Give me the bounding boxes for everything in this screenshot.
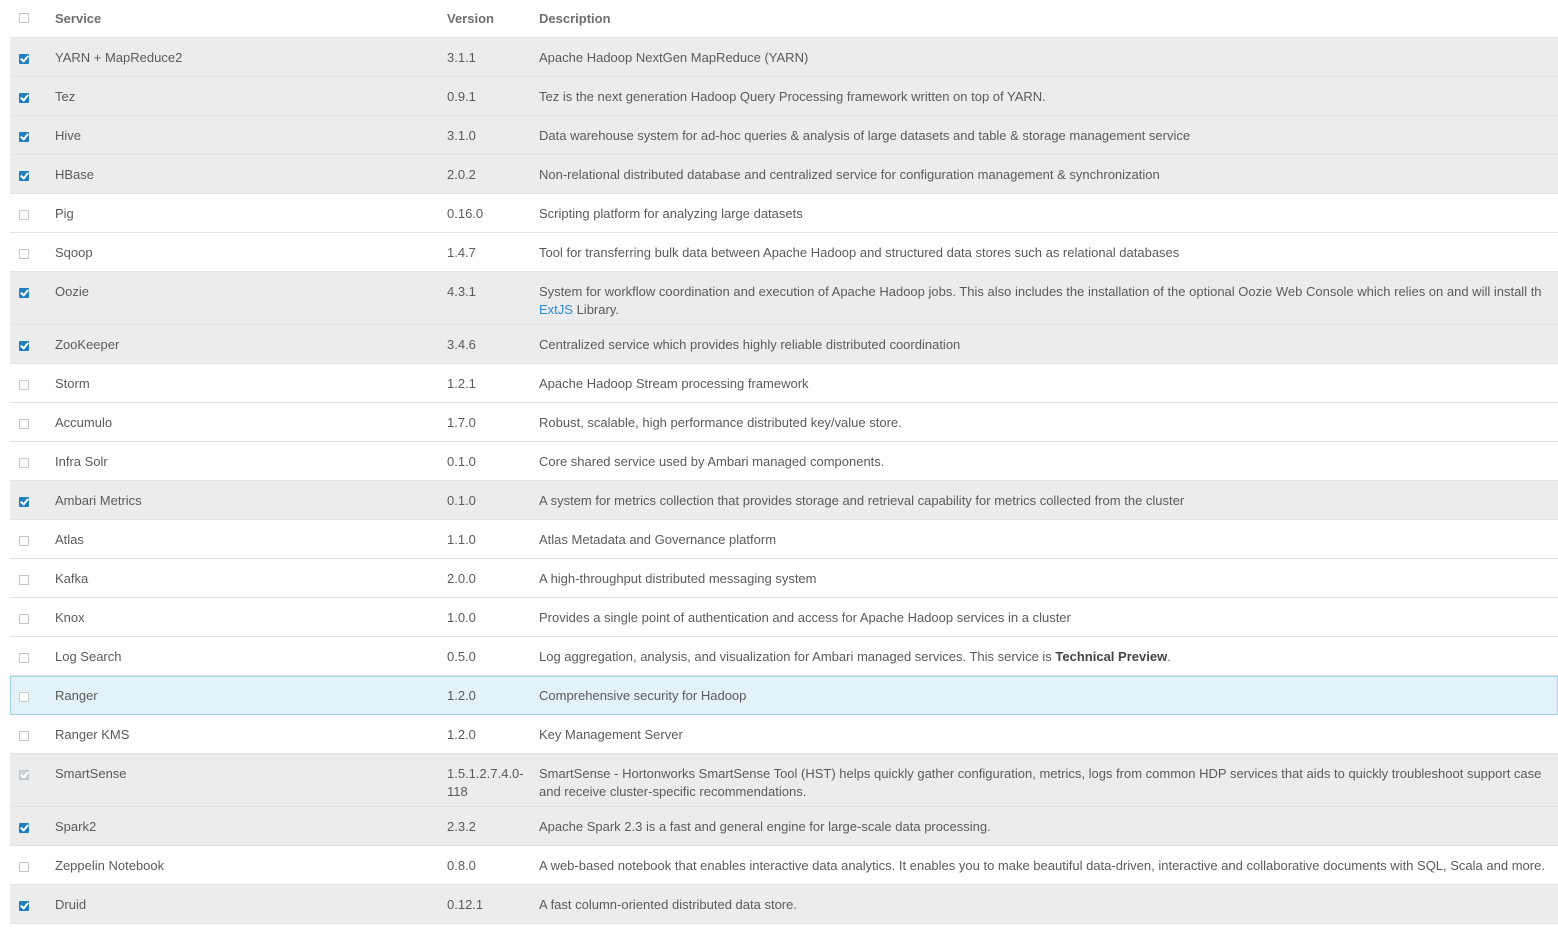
description-text: Key Management Server (539, 727, 683, 742)
service-description (530, 403, 1558, 442)
description-line (539, 244, 1558, 262)
service-version: 1.7.0 (438, 403, 530, 442)
service-description (530, 846, 1558, 885)
description-text: Tool for transferring bulk data between Apache Hadoop and structured data stores such as relational databases (539, 245, 1180, 260)
next-row-cutoff (539, 932, 1239, 938)
description-line (539, 648, 1558, 666)
service-version: 2.0.0 (438, 559, 530, 598)
service-version: 3.1.1 (438, 38, 530, 77)
table-row[interactable] (10, 325, 1558, 364)
table-row[interactable] (10, 77, 1558, 116)
description-line (539, 88, 1558, 106)
description-text: Centralized service which provides highly reliable distributed coordination (539, 337, 961, 352)
description-column-header: Description (530, 0, 1558, 38)
row-check-cell (10, 807, 46, 846)
table-row[interactable] (10, 272, 1558, 325)
description-line (539, 205, 1558, 223)
service-name: SmartSense (46, 754, 438, 807)
service-version: 0.8.0 (438, 846, 530, 885)
description-text: SmartSense - Hortonworks SmartSense Tool (HST) helps quickly gather configuration, metrics, logs from common HDP services that aids to quickly troubleshoot support case (539, 766, 1542, 781)
service-version: 4.3.1 (438, 272, 530, 325)
service-checkbox[interactable] (19, 171, 29, 181)
description-line (539, 414, 1558, 432)
service-checkbox[interactable] (19, 731, 29, 741)
service-description (530, 807, 1558, 846)
header-check-cell (10, 0, 46, 38)
service-description (530, 676, 1558, 715)
description-line (539, 49, 1558, 67)
service-checkbox[interactable] (19, 249, 29, 259)
description-line: and receive cluster-specific recommendations. (539, 784, 807, 799)
service-description (530, 194, 1558, 233)
service-name: Sqoop (46, 233, 438, 272)
row-check-cell (10, 155, 46, 194)
table-row[interactable] (10, 155, 1558, 194)
service-version: 3.1.0 (438, 116, 530, 155)
service-version: 0.1.0 (438, 442, 530, 481)
description-text: Core shared service used by Ambari managed components. (539, 454, 885, 469)
service-name: Infra Solr (46, 442, 438, 481)
table-header-row (10, 0, 1558, 38)
description-suffix: . (1167, 649, 1171, 664)
service-name: HBase (46, 155, 438, 194)
service-version: 1.2.0 (438, 715, 530, 754)
service-version: 1.1.0 (438, 520, 530, 559)
description-text: Log aggregation, analysis, and visualization for Ambari managed services. This service is (539, 649, 1056, 664)
table-row[interactable] (10, 481, 1558, 520)
service-name: Spark2 (46, 807, 438, 846)
row-check-cell (10, 272, 46, 325)
service-name: Ambari Metrics (46, 481, 438, 520)
service-name: Hive (46, 116, 438, 155)
description-line (539, 687, 1558, 705)
service-name: YARN + MapReduce2 (46, 38, 438, 77)
row-check-cell (10, 754, 46, 807)
description-text: A fast column-oriented distributed data store. (539, 897, 797, 912)
service-description (530, 364, 1558, 403)
description-line (539, 896, 1558, 914)
service-name: Kafka (46, 559, 438, 598)
services-table (10, 0, 1558, 924)
service-checkbox[interactable] (19, 93, 29, 103)
table-row[interactable] (10, 715, 1558, 754)
service-name: Knox (46, 598, 438, 637)
description-text: Tez is the next generation Hadoop Query Processing framework written on top of YARN. (539, 89, 1046, 104)
service-description (530, 481, 1558, 520)
service-name: Atlas (46, 520, 438, 559)
description-text: Apache Hadoop Stream processing framework (539, 376, 809, 391)
service-description (530, 754, 1558, 807)
service-name: Log Search (46, 637, 438, 676)
row-check-cell (10, 676, 46, 715)
service-name: Druid (46, 885, 438, 924)
service-version: 2.3.2 (438, 807, 530, 846)
description-text: Data warehouse system for ad-hoc queries & analysis of large datasets and table & storage management service (539, 128, 1191, 143)
description-text: A high-throughput distributed messaging system (539, 571, 817, 586)
service-description (530, 559, 1558, 598)
description-line (539, 818, 1558, 836)
description-text: A web-based notebook that enables interactive data analytics. It enables you to make beautiful data-driven, interactive and collaborative documents with SQL, Scala and more. (539, 858, 1545, 873)
row-check-cell (10, 233, 46, 272)
row-check-cell (10, 637, 46, 676)
description-line (539, 857, 1558, 875)
service-version: 0.16.0 (438, 194, 530, 233)
description-text: Robust, scalable, high performance distributed key/value store. (539, 415, 902, 430)
table-row[interactable] (10, 637, 1558, 676)
row-check-cell (10, 520, 46, 559)
description-line (539, 375, 1558, 393)
service-description (530, 715, 1558, 754)
service-checkbox[interactable] (19, 536, 29, 546)
service-version: 0.1.0 (438, 481, 530, 520)
service-checkbox[interactable] (19, 210, 29, 220)
service-name: Ranger KMS (46, 715, 438, 754)
table-row[interactable] (10, 38, 1558, 77)
service-description (530, 637, 1558, 676)
description-text: Non-relational distributed database and centralized service for configuration management & synchronization (539, 167, 1160, 182)
table-row[interactable] (10, 676, 1558, 715)
service-checkbox[interactable] (19, 823, 29, 833)
table-row[interactable] (10, 403, 1558, 442)
description-line (539, 531, 1558, 549)
service-description (530, 442, 1558, 481)
table-row[interactable] (10, 846, 1558, 885)
service-version: 1.5.1.2.7.4.0-118 (438, 754, 530, 807)
service-description (530, 325, 1558, 364)
service-checkbox[interactable] (19, 380, 29, 390)
service-version: 0.5.0 (438, 637, 530, 676)
description-line (539, 609, 1558, 627)
service-checkbox[interactable] (19, 341, 29, 351)
description-suffix: Library. (572, 302, 619, 317)
service-description (530, 116, 1558, 155)
service-version: 1.0.0 (438, 598, 530, 637)
description-emphasis: Technical Preview (1055, 649, 1168, 664)
services-table-body (10, 38, 1558, 924)
service-version: 0.9.1 (438, 77, 530, 116)
description-line (539, 127, 1558, 145)
select-all-checkbox[interactable] (19, 13, 29, 23)
description-text: System for workflow coordination and execution of Apache Hadoop jobs. This also includes the installation of the optional Oozie Web Console which relies on and will install th (539, 284, 1542, 299)
row-check-cell (10, 325, 46, 364)
service-name: Storm (46, 364, 438, 403)
row-check-cell (10, 194, 46, 233)
table-row[interactable] (10, 754, 1558, 807)
service-checkbox[interactable] (19, 862, 29, 872)
table-row[interactable] (10, 116, 1558, 155)
row-check-cell (10, 598, 46, 637)
table-row[interactable] (10, 520, 1558, 559)
description-line (539, 166, 1558, 184)
service-version: 3.4.6 (438, 325, 530, 364)
row-check-cell (10, 364, 46, 403)
row-check-cell (10, 559, 46, 598)
description-text: Comprehensive security for Hadoop (539, 688, 747, 703)
service-checkbox[interactable] (19, 132, 29, 142)
service-name: ZooKeeper (46, 325, 438, 364)
service-version: 1.2.1 (438, 364, 530, 403)
description-text: A system for metrics collection that provides storage and retrieval capability for metrics collected from the cluster (539, 493, 1185, 508)
service-checkbox[interactable] (19, 575, 29, 585)
service-version: 1.4.7 (438, 233, 530, 272)
extjs-link[interactable]: ExtJS (539, 302, 573, 317)
service-version: 2.0.2 (438, 155, 530, 194)
description-line (539, 453, 1558, 471)
version-column-header[interactable]: Version (438, 0, 530, 38)
service-version: 1.2.0 (438, 676, 530, 715)
service-description (530, 598, 1558, 637)
row-check-cell (10, 116, 46, 155)
row-check-cell (10, 442, 46, 481)
table-row[interactable] (10, 194, 1558, 233)
service-name: Accumulo (46, 403, 438, 442)
table-row[interactable] (10, 559, 1558, 598)
row-check-cell (10, 38, 46, 77)
description-line (539, 726, 1558, 744)
description-line (539, 492, 1558, 510)
service-name: Pig (46, 194, 438, 233)
description-line (539, 301, 1558, 319)
service-name: Zeppelin Notebook (46, 846, 438, 885)
row-check-cell (10, 715, 46, 754)
service-column-header[interactable]: Service (46, 0, 438, 38)
service-checkbox[interactable] (19, 419, 29, 429)
service-description (530, 77, 1558, 116)
description-line (539, 570, 1558, 588)
service-version: 0.12.1 (438, 885, 530, 924)
row-check-cell (10, 77, 46, 116)
table-row[interactable] (10, 233, 1558, 272)
table-row[interactable] (10, 442, 1558, 481)
service-description (530, 38, 1558, 77)
service-checkbox (19, 770, 29, 780)
service-checkbox[interactable] (19, 614, 29, 624)
service-description (530, 272, 1558, 325)
description-line (539, 283, 1558, 301)
description-text: Apache Hadoop NextGen MapReduce (YARN) (539, 50, 809, 65)
table-row[interactable] (10, 885, 1558, 924)
service-checkbox[interactable] (19, 54, 29, 64)
row-check-cell (10, 403, 46, 442)
row-check-cell (10, 481, 46, 520)
service-checkbox[interactable] (19, 901, 29, 911)
service-name: Tez (46, 77, 438, 116)
service-description (530, 885, 1558, 924)
service-checkbox[interactable] (19, 458, 29, 468)
description-line (539, 336, 1558, 354)
service-description (530, 233, 1558, 272)
service-name: Ranger (46, 676, 438, 715)
table-row[interactable] (10, 807, 1558, 846)
service-description (530, 155, 1558, 194)
description-text: Scripting platform for analyzing large datasets (539, 206, 803, 221)
description-text: Apache Spark 2.3 is a fast and general engine for large-scale data processing. (539, 819, 991, 834)
table-row[interactable] (10, 364, 1558, 403)
description-text: Atlas Metadata and Governance platform (539, 532, 777, 547)
row-check-cell (10, 846, 46, 885)
service-name: Oozie (46, 272, 438, 325)
service-description (530, 520, 1558, 559)
service-checkbox[interactable] (19, 288, 29, 298)
service-checkbox[interactable] (19, 497, 29, 507)
table-row[interactable] (10, 598, 1558, 637)
description-text: Provides a single point of authentication and access for Apache Hadoop services in a cluster (539, 610, 1071, 625)
service-checkbox[interactable] (19, 653, 29, 663)
service-checkbox[interactable] (19, 692, 29, 702)
row-check-cell (10, 885, 46, 924)
description-line (539, 765, 1558, 783)
